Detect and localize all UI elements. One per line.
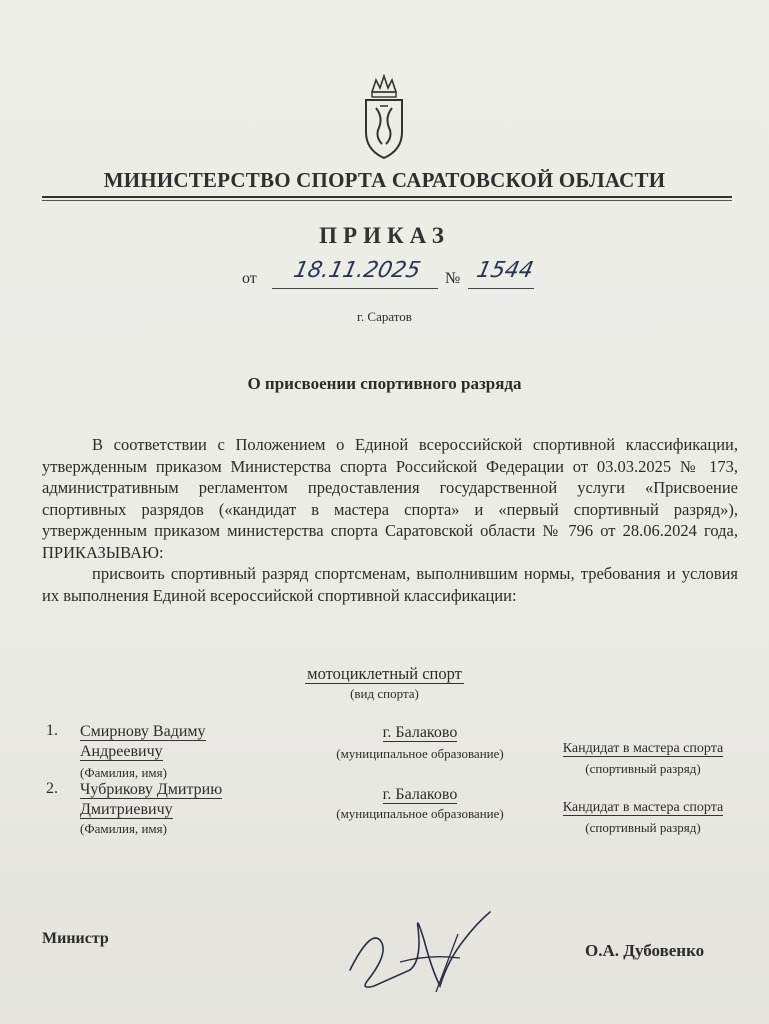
number-underline: [468, 288, 534, 289]
athlete-rank-text: Кандидат в мастера спорта: [562, 800, 724, 815]
athlete-rank-caption: (спортивный разряд): [585, 761, 701, 776]
issue-city: г. Саратов: [357, 309, 412, 324]
athlete-name-line1: Смирнову Вадиму: [80, 723, 206, 740]
athlete-municipality-caption: (муниципальное образование): [336, 806, 504, 821]
signer-position: Министр: [42, 930, 109, 947]
sport-name: [0, 664, 769, 684]
body-paragraph-1: В соответствии с Положением о Единой всероссийской спортивной классификации, утвержденным приказом Министерства спорта Российской Федерации от 03.03.2025 № 173, административным регламентом предоставления государственной услуги «Присвоение спортивных разрядов («кандидат в мастера спорта» и «первый спортивный разряд»), утвержденным приказом министерства спорта Саратовской области № 796 от 28.06.2024 года, ПРИКАЗЫВАЮ:: [42, 435, 738, 562]
header-rule-thin: [42, 200, 732, 201]
athlete-rank: [548, 741, 738, 757]
sport-name-text: мотоциклетный спорт: [307, 664, 462, 683]
athlete-name-line2: Андреевичу: [80, 743, 163, 760]
date-number-line: [0, 258, 769, 292]
athlete-index: 1.: [46, 722, 58, 739]
athlete-name: [80, 780, 260, 820]
athlete-name-line2: Дмитриевичу: [80, 801, 173, 818]
order-subject: О присвоении спортивного разряда: [247, 374, 522, 393]
athlete-municipality-text: г. Балаково: [382, 724, 458, 741]
date-prefix: от: [242, 270, 257, 287]
athlete-rank-caption: (спортивный разряд): [585, 820, 701, 835]
handwritten-number: 1544: [474, 258, 536, 283]
sport-caption: (вид спорта): [350, 686, 419, 701]
athlete-index: 2.: [46, 780, 58, 797]
body-paragraph-2: присвоить спортивный разряд спортсменам, выполнившим нормы, требования и условия их выполнения Единой всероссийской спортивной классификации:: [42, 564, 738, 605]
saratov-coat-of-arms-icon: [358, 74, 410, 160]
athlete-name-caption: (Фамилия, имя): [80, 765, 167, 780]
document-type: ПРИКАЗ: [319, 223, 450, 248]
athlete-name: [80, 722, 260, 762]
ministry-title: МИНИСТЕРСТВО СПОРТА САРАТОВСКОЙ ОБЛАСТИ: [103, 168, 666, 192]
signature-icon: [340, 900, 510, 996]
header-rule: [42, 196, 732, 198]
athlete-name-line1: Чубрикову Дмитрию: [80, 781, 223, 798]
handwritten-date: 18.11.2025: [291, 258, 423, 283]
order-body: [42, 434, 738, 606]
athlete-municipality: [320, 724, 520, 742]
athlete-municipality-text: г. Балаково: [382, 786, 458, 803]
number-prefix: №: [445, 270, 461, 287]
date-underline: [272, 288, 438, 289]
athlete-rank: [548, 800, 738, 816]
signer-name: О.А. Дубовенко: [585, 941, 705, 960]
athlete-municipality: [320, 786, 520, 804]
athlete-municipality-caption: (муниципальное образование): [336, 746, 504, 761]
athlete-name-caption: (Фамилия, имя): [80, 821, 167, 836]
athlete-rank-text: Кандидат в мастера спорта: [562, 741, 724, 756]
